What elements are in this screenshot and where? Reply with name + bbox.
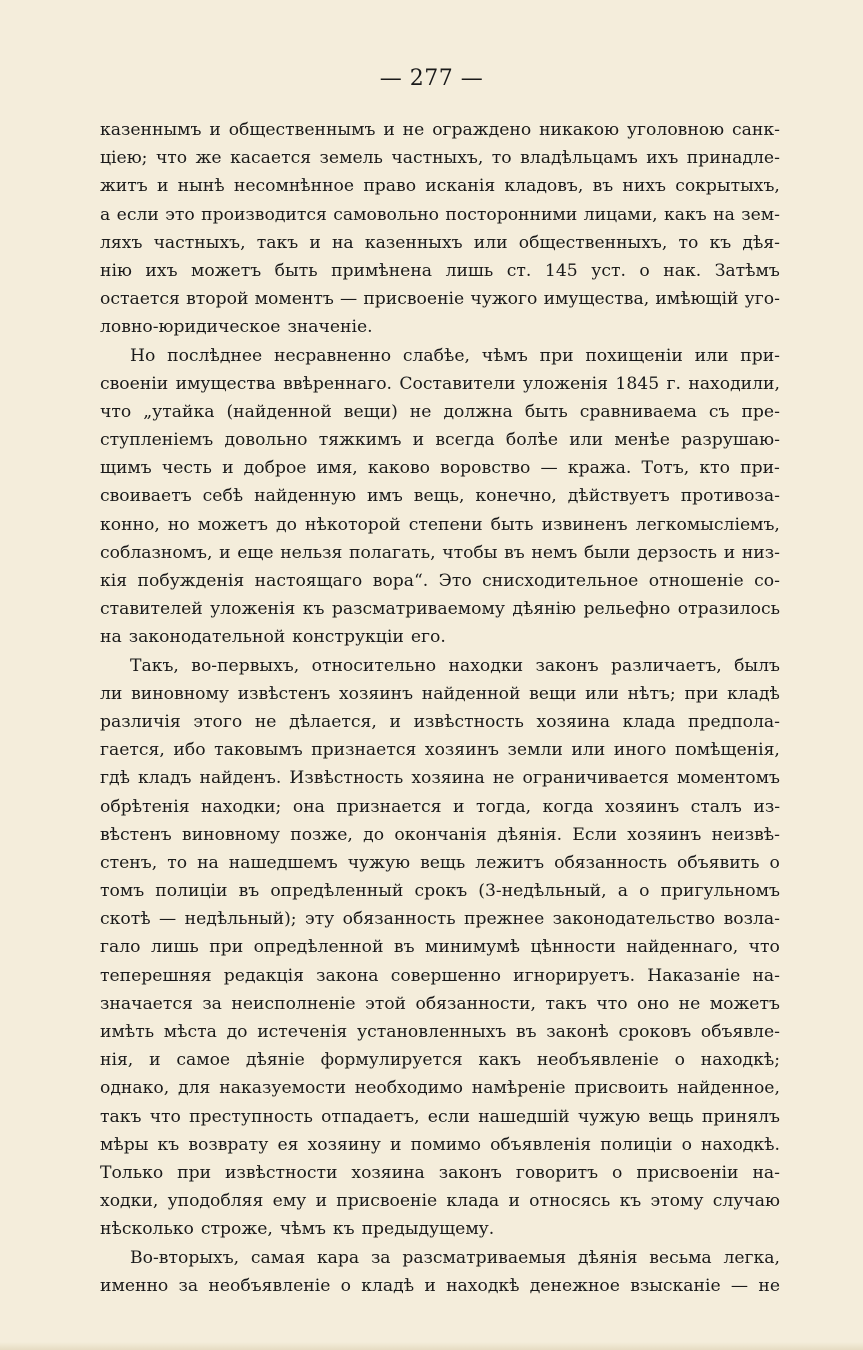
text-line: что „утайка (найденной вещи) не должна быть сравниваема съ пре- (100, 401, 780, 422)
text-line: остается второй моментъ — присвоеніе чужого имущества, имѣющій уго- (100, 289, 780, 310)
text-line: теперешняя редакція закона совершенно игнорируетъ. Наказаніе на- (100, 965, 780, 986)
text-line: вѣстенъ виновному позже, до окончанія дѣянія. Если хозяинъ неизвѣ- (100, 824, 780, 845)
text-line: щимъ честь и доброе имя, каково воровство — кража. Тотъ, кто при- (100, 458, 780, 479)
text-line: а если это производится самовольно посторонними лицами, какъ на зем- (100, 204, 780, 225)
text-line: мѣры къ возврату ея хозяину и помимо объявленія полиціи о находкѣ. (100, 1134, 780, 1155)
text-line: житъ и нынѣ несомнѣнное право исканія кладовъ, въ нихъ сокрытыхъ, (100, 176, 780, 197)
text-line: обрѣтенія находки; она признается и тогда, когда хозяинъ сталъ из- (100, 796, 780, 817)
text-line: именно за необъявленіе о кладѣ и находкѣ денежное взысканіе — не (100, 1275, 780, 1296)
text-line: соблазномъ, и еще нельзя полагать, чтобы въ немъ были дерзость и низ- (100, 542, 780, 563)
text-line: гало лишь при опредѣленной въ минимумѣ цѣнности найденнаго, что (100, 937, 780, 958)
text-line: своиваетъ себѣ найденную имъ вещь, конечно, дѣйствуетъ противоза- (100, 486, 780, 507)
text-line: значается за неисполненіе этой обязанности, такъ что оно не можетъ (100, 993, 780, 1014)
page-number: — 277 — (379, 66, 484, 91)
text-line: казеннымъ и общественнымъ и не ограждено никакою уголовною санк- (100, 120, 780, 140)
text-line: ставителей уложенія къ разсматриваемому дѣянію рельефно отразилось (100, 599, 780, 620)
text-line: томъ полиціи въ опредѣленный срокъ (3-недѣльный, а о пригульномъ (100, 881, 780, 902)
text-line: гается, ибо таковымъ признается хозяинъ земли или иного помѣщенія, (100, 740, 780, 761)
text-line: ступленіемъ довольно тяжкимъ и всегда болѣе или менѣе разрушаю- (100, 430, 780, 451)
text-line: Только при извѣстности хозяина законъ говоритъ о присвоеніи на- (100, 1162, 780, 1183)
text-line: Такъ, во-первыхъ, относительно находки законъ различаетъ, былъ (130, 655, 780, 676)
text-line: скотѣ — недѣльный); эту обязанность прежнее законодательство возла- (100, 909, 780, 930)
text-line: ли виновному извѣстенъ хозяинъ найденной вещи или нѣтъ; при кладѣ (100, 683, 780, 704)
text-line: нія, и самое дѣяніе формулируется какъ необъявленіе о находкѣ; (100, 1050, 780, 1071)
text-line: ляхъ частныхъ, такъ и на казенныхъ или общественныхъ, то къ дѣя- (100, 232, 780, 253)
text-line: имѣть мѣста до истеченія установленныхъ въ законѣ сроковъ объявле- (100, 1022, 780, 1042)
text-line: однако, для наказуемости необходимо намѣреніе присвоить найденное, (100, 1078, 780, 1099)
text-line: Но послѣднее несравненно слабѣе, чѣмъ при похищеніи или при- (130, 345, 780, 366)
text-line: конно, но можетъ до нѣкоторой степени быть извиненъ легкомысліемъ, (100, 514, 780, 535)
text-line: нѣсколько строже, чѣмъ къ предыдущему. (100, 1219, 495, 1240)
text-line: ловно-юридическое значеніе. (100, 317, 373, 338)
text-line: своеніи имущества ввѣреннаго. Составители уложенія 1845 г. находили, (100, 373, 780, 394)
text-line: гдѣ кладъ найденъ. Извѣстность хозяина не ограничивается моментомъ (100, 768, 780, 789)
text-line: ціею; что же касается земель частныхъ, то владѣльцамъ ихъ принадле- (100, 148, 780, 169)
text-line: Во-вторыхъ, самая кара за разсматриваемыя дѣянія весьма легка, (130, 1247, 780, 1268)
body-text (100, 116, 780, 1300)
text-line: нію ихъ можетъ быть примѣнена лишь ст. 145 уст. о нак. Затѣмъ (100, 260, 780, 281)
text-line: различія этого не дѣлается, и извѣстность хозяина клада предпола- (100, 711, 780, 732)
text-line: стенъ, то на нашедшемъ чужую вещь лежитъ обязанность объявить о (100, 852, 780, 873)
text-line: такъ что преступность отпадаетъ, если нашедшій чужую вещь принялъ (100, 1106, 780, 1127)
page-edge (0, 1342, 863, 1350)
text-line: кія побужденія настоящаго вора“. Это снисходительное отношеніе со- (100, 571, 780, 591)
text-line: на законодательной конструкціи его. (100, 627, 446, 648)
text-line: ходки, уподобляя ему и присвоеніе клада и относясь къ этому случаю (100, 1191, 780, 1212)
